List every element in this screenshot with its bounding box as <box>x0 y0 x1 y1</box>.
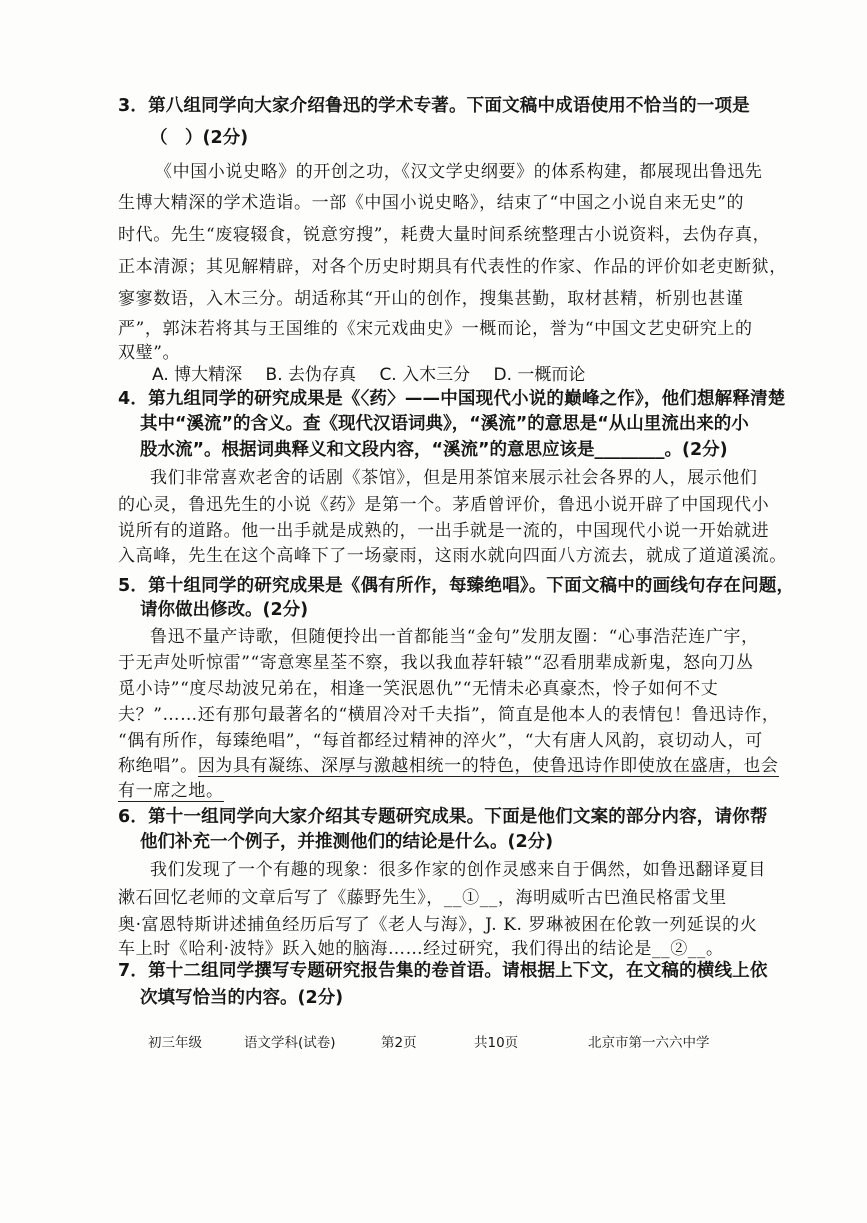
footer-school: 北京市第一六六中学 <box>588 1035 710 1051</box>
question-6-title-line: 他们补充一个例子，并推测他们的结论是什么。(2分) <box>140 832 554 852</box>
q6-text-line: 我们发现了一个有趣的现象：很多作家的创作灵感来自于偶然，如鲁迅翻译夏目 <box>150 860 766 880</box>
q5-text-line <box>118 751 779 776</box>
question-4-title: 4．第九组同学的研究成果是《〈药〉——中国现代小说的巅峰之作》，他们想解释清楚 <box>118 389 786 409</box>
q3-text-line: 双璧”。 <box>118 343 181 363</box>
question-4-title-line: 其中“溪流”的含义。查《现代汉语词典》，“溪流”的意思是“从山里流出来的小 <box>140 414 749 434</box>
q4-text-line: 我们非常喜欢老舍的话剧《茶馆》，但是用茶馆来展示社会各界的人，展示他们 <box>150 468 758 488</box>
q6-text-line: 车上时《哈利·波特》跃入她的脑海……经过研究，我们得出的结论是__②__。 <box>118 939 724 959</box>
question-7-title-line: 次填写恰当的内容。(2分) <box>140 988 344 1008</box>
q5-text-line: 鲁迅不量产诗歌，但随便拎出一首都能当“金句”发朋友圈：“心事浩茫连广宇， <box>150 627 759 647</box>
q5-text-line: 夫？”……还有那句最著名的“横眉冷对千夫指”，简直是他本人的表情包！鲁迅诗作， <box>118 705 780 725</box>
q3-text-line: 寥寥数语，入木三分。胡适称其“开山的创作，搜集甚勤，取材甚精，析别也甚谨 <box>118 289 744 309</box>
question-6-title: 6．第十一组同学向大家介绍其专题研究成果。下面是他们文案的部分内容，请你帮 <box>118 807 768 827</box>
question-5-title-line: 请你做出修改。(2分) <box>140 600 309 620</box>
q6-text-line: 奥·富恩特斯讲述捕鱼经历后写了《老人与海》，J. K. 罗琳被困在伦敦一列延误的火 <box>118 915 758 935</box>
q3-choices <box>152 360 603 385</box>
choice-b[interactable]: B. 去伪存真 <box>265 365 357 385</box>
question-5-title: 5．第十组同学的研究成果是《偶有所作，每臻绝唱》。下面文稿中的画线句存在问题， <box>118 576 795 596</box>
question-3-title: 3．第八组同学向大家介绍鲁迅的学术专著。下面文稿中成语使用不恰当的一项是 <box>118 96 750 116</box>
footer-subject: 语文学科(试卷) <box>244 1035 336 1051</box>
q4-text-line: 的心灵，鲁迅先生的小说《药》是第一个。茅盾曾评价，鲁迅小说开辟了中国现代小 <box>118 495 770 515</box>
q3-text-line: 时代。先生“废寝辍食，锐意穷搜”，耗费大量时间系统整理古小说资料，去伪存真， <box>118 225 771 245</box>
q4-text-line: 入高峰，先生在这个高峰下了一场豪雨，这雨水就向四面八方流去，就成了道道溪流。 <box>118 546 787 566</box>
q3-text-line: 生博大精深的学术造诣。一部《中国小说史略》，结束了“中国之小说自来无史”的 <box>118 193 745 213</box>
q3-text-line: 《中国小说史略》的开创之功，《汉文学史纲要》的体系构建，都展现出鲁迅先 <box>155 162 763 182</box>
question-4-title-line: 股水流”。根据词典释义和文段内容，“溪流”的意思应该是________。(2分) <box>140 440 728 460</box>
question-3-score: （ ）(2分) <box>150 128 249 148</box>
footer-total-pages: 共10页 <box>474 1035 519 1051</box>
q3-text-line: 正本清源；其见解精辟，对各个历史时期具有代表性的作家、作品的评价如老吏断狱， <box>118 257 787 277</box>
choice-d[interactable]: D. 一概而论 <box>493 365 586 385</box>
q6-text-line: 漱石回忆老师的文章后写了《藤野先生》，__①__，海明威听古巴渔民格雷戈里 <box>118 888 727 908</box>
q5-text-line: 于无声处听惊雷”“寄意寒星荃不察，我以我血荐轩辕”“忍看朋辈成新鬼，怒向刀丛 <box>118 653 754 673</box>
q5-underlined-sentence-end: 有一席之地。 <box>118 781 224 801</box>
q4-text-line: 说所有的道路。他一出手就是成熟的，一出手就是一流的，中国现代小说一开始就进 <box>118 521 770 541</box>
q5-text-plain: 称绝唱”。 <box>118 756 198 776</box>
choice-c[interactable]: C. 入木三分 <box>379 365 471 385</box>
q5-text-line <box>118 776 224 801</box>
q5-underlined-sentence: 因为具有凝练、深厚与激越相统一的特色，使鲁迅诗作即使放在盛唐，也会 <box>197 756 779 776</box>
question-7-title: 7．第十二组同学撰写专题研究报告集的卷首语。请根据上下文，在文稿的横线上依 <box>118 961 768 981</box>
q5-text-line: 觅小诗”“度尽劫波兄弟在，相逢一笑泯恩仇”“无情未必真豪杰，怜子如何不丈 <box>118 679 719 699</box>
q3-text-line: 严”，郭沫若将其与王国维的《宋元戏曲史》一概而论，誉为“中国文艺史研究上的 <box>118 319 753 339</box>
q5-text-line: “偶有所作，每臻绝唱”，“每首都经过精神的淬火”，“大有唐人风韵，哀切动人，可 <box>118 731 763 751</box>
footer-grade: 初三年级 <box>148 1035 202 1051</box>
choice-a[interactable]: A. 博大精深 <box>152 365 243 385</box>
footer-page-number: 第2页 <box>381 1035 417 1051</box>
